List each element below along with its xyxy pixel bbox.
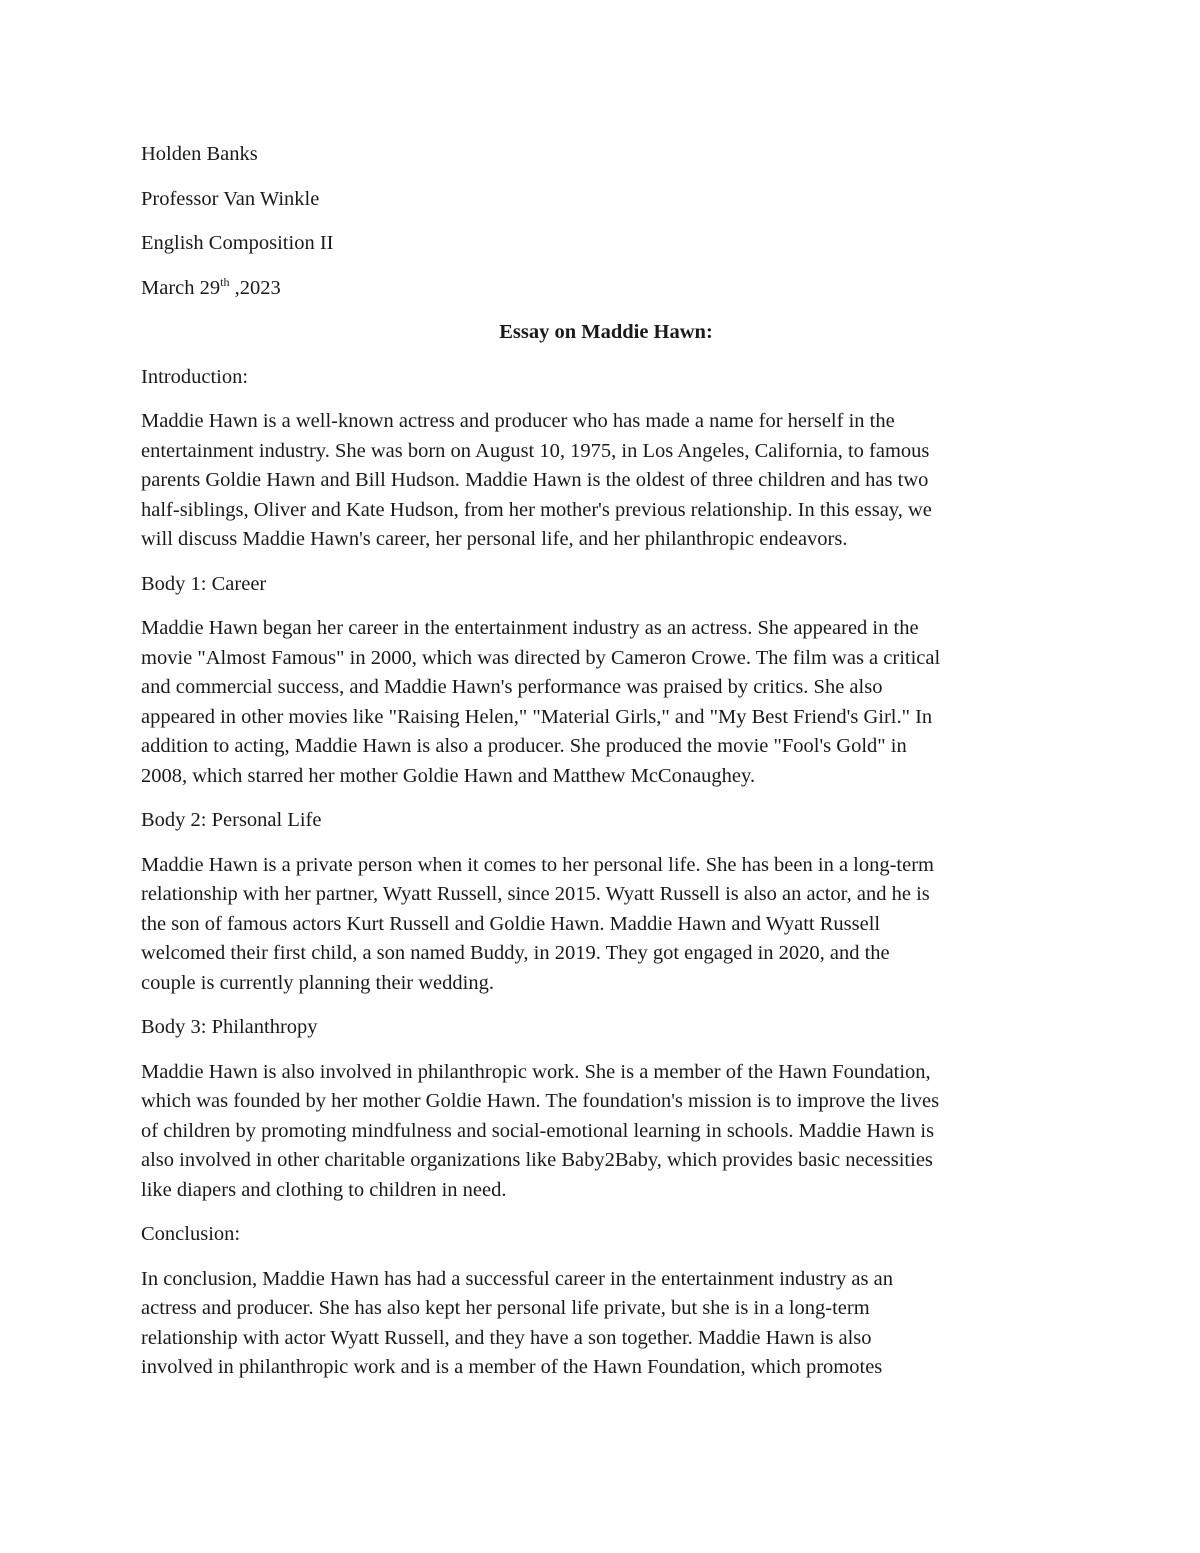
conclusion-paragraph	[141, 1265, 1071, 1383]
paragraph-line: actress and producer. She has also kept her personal life private, but she is in a long-term	[141, 1297, 870, 1319]
body3-heading: Body 3: Philanthropy	[141, 1016, 318, 1038]
body2-heading: Body 2: Personal Life	[141, 809, 322, 831]
paragraph-line: appeared in other movies like "Raising Helen," "Material Girls," and "My Best Friend's Girl." In	[141, 705, 933, 728]
document-page	[141, 140, 1071, 1398]
paragraph-line: of children by promoting mindfulness and social-emotional learning in schools. Maddie Hawn is	[141, 1119, 935, 1142]
paragraph-line: the son of famous actors Kurt Russell and Goldie Hawn. Maddie Hawn and Wyatt Russell	[141, 912, 881, 935]
date-month-day: March 29	[141, 276, 221, 299]
body1-paragraph	[141, 614, 1071, 791]
paragraph-line: also involved in other charitable organizations like Baby2Baby, which provides basic necessities	[141, 1149, 933, 1171]
intro-heading: Introduction:	[141, 365, 249, 388]
paragraph-line: In conclusion, Maddie Hawn has had a successful career in the entertainment industry as an	[141, 1267, 893, 1290]
body3-paragraph	[141, 1058, 1071, 1206]
paragraph-line: relationship with actor Wyatt Russell, and they have a son together. Maddie Hawn is also	[141, 1326, 872, 1349]
paragraph-line: Maddie Hawn is a private person when it comes to her personal life. She has been in a long-term	[141, 853, 935, 876]
date-ordinal-suffix: th	[220, 274, 230, 289]
paragraph-line: relationship with her partner, Wyatt Russell, since 2015. Wyatt Russell is also an actor, and he is	[141, 883, 930, 905]
paragraph-line: Maddie Hawn is also involved in philanthropic work. She is a member of the Hawn Foundation,	[141, 1060, 931, 1083]
date-year: ,2023	[229, 276, 281, 299]
paragraph-line: entertainment industry. She was born on August 10, 1975, in Los Angeles, California, to famous	[141, 439, 930, 462]
paragraph-line: like diapers and clothing to children in need.	[141, 1178, 507, 1201]
conclusion-heading: Conclusion:	[141, 1223, 241, 1245]
paragraph-line: which was founded by her mother Goldie Hawn. The foundation's mission is to improve the lives	[141, 1090, 940, 1112]
instructor-name: Professor Van Winkle	[141, 187, 320, 210]
essay-date	[141, 274, 1071, 304]
paragraph-line: will discuss Maddie Hawn's career, her personal life, and her philanthropic endeavors.	[141, 528, 848, 550]
paragraph-line: Maddie Hawn began her career in the entertainment industry as an actress. She appeared in the	[141, 617, 919, 639]
paragraph-line: addition to acting, Maddie Hawn is also a producer. She produced the movie "Fool's Gold" in	[141, 735, 907, 757]
paragraph-line: parents Goldie Hawn and Bill Hudson. Maddie Hawn is the oldest of three children and has two	[141, 469, 929, 491]
paragraph-line: couple is currently planning their wedding.	[141, 971, 494, 994]
paragraph-line: welcomed their first child, a son named Buddy, in 2019. They got engaged in 2020, and the	[141, 942, 890, 964]
course-name: English Composition II	[141, 232, 334, 254]
body1-heading: Body 1: Career	[141, 572, 267, 595]
author-name: Holden Banks	[141, 143, 258, 165]
essay-title: Essay on Maddie Hawn:	[499, 321, 713, 343]
intro-paragraph	[141, 407, 1071, 555]
paragraph-line: 2008, which starred her mother Goldie Hawn and Matthew McConaughey.	[141, 764, 756, 787]
paragraph-line: involved in philanthropic work and is a member of the Hawn Foundation, which promotes	[141, 1356, 883, 1378]
paragraph-line: movie "Almost Famous" in 2000, which was directed by Cameron Crowe. The film was a critical	[141, 646, 941, 669]
paragraph-line: half-siblings, Oliver and Kate Hudson, from her mother's previous relationship. In this essay, we	[141, 498, 932, 521]
paragraph-line: and commercial success, and Maddie Hawn's performance was praised by critics. She also	[141, 676, 883, 698]
paragraph-line: Maddie Hawn is a well-known actress and producer who has made a name for herself in the	[141, 410, 895, 432]
body2-paragraph	[141, 851, 1071, 999]
